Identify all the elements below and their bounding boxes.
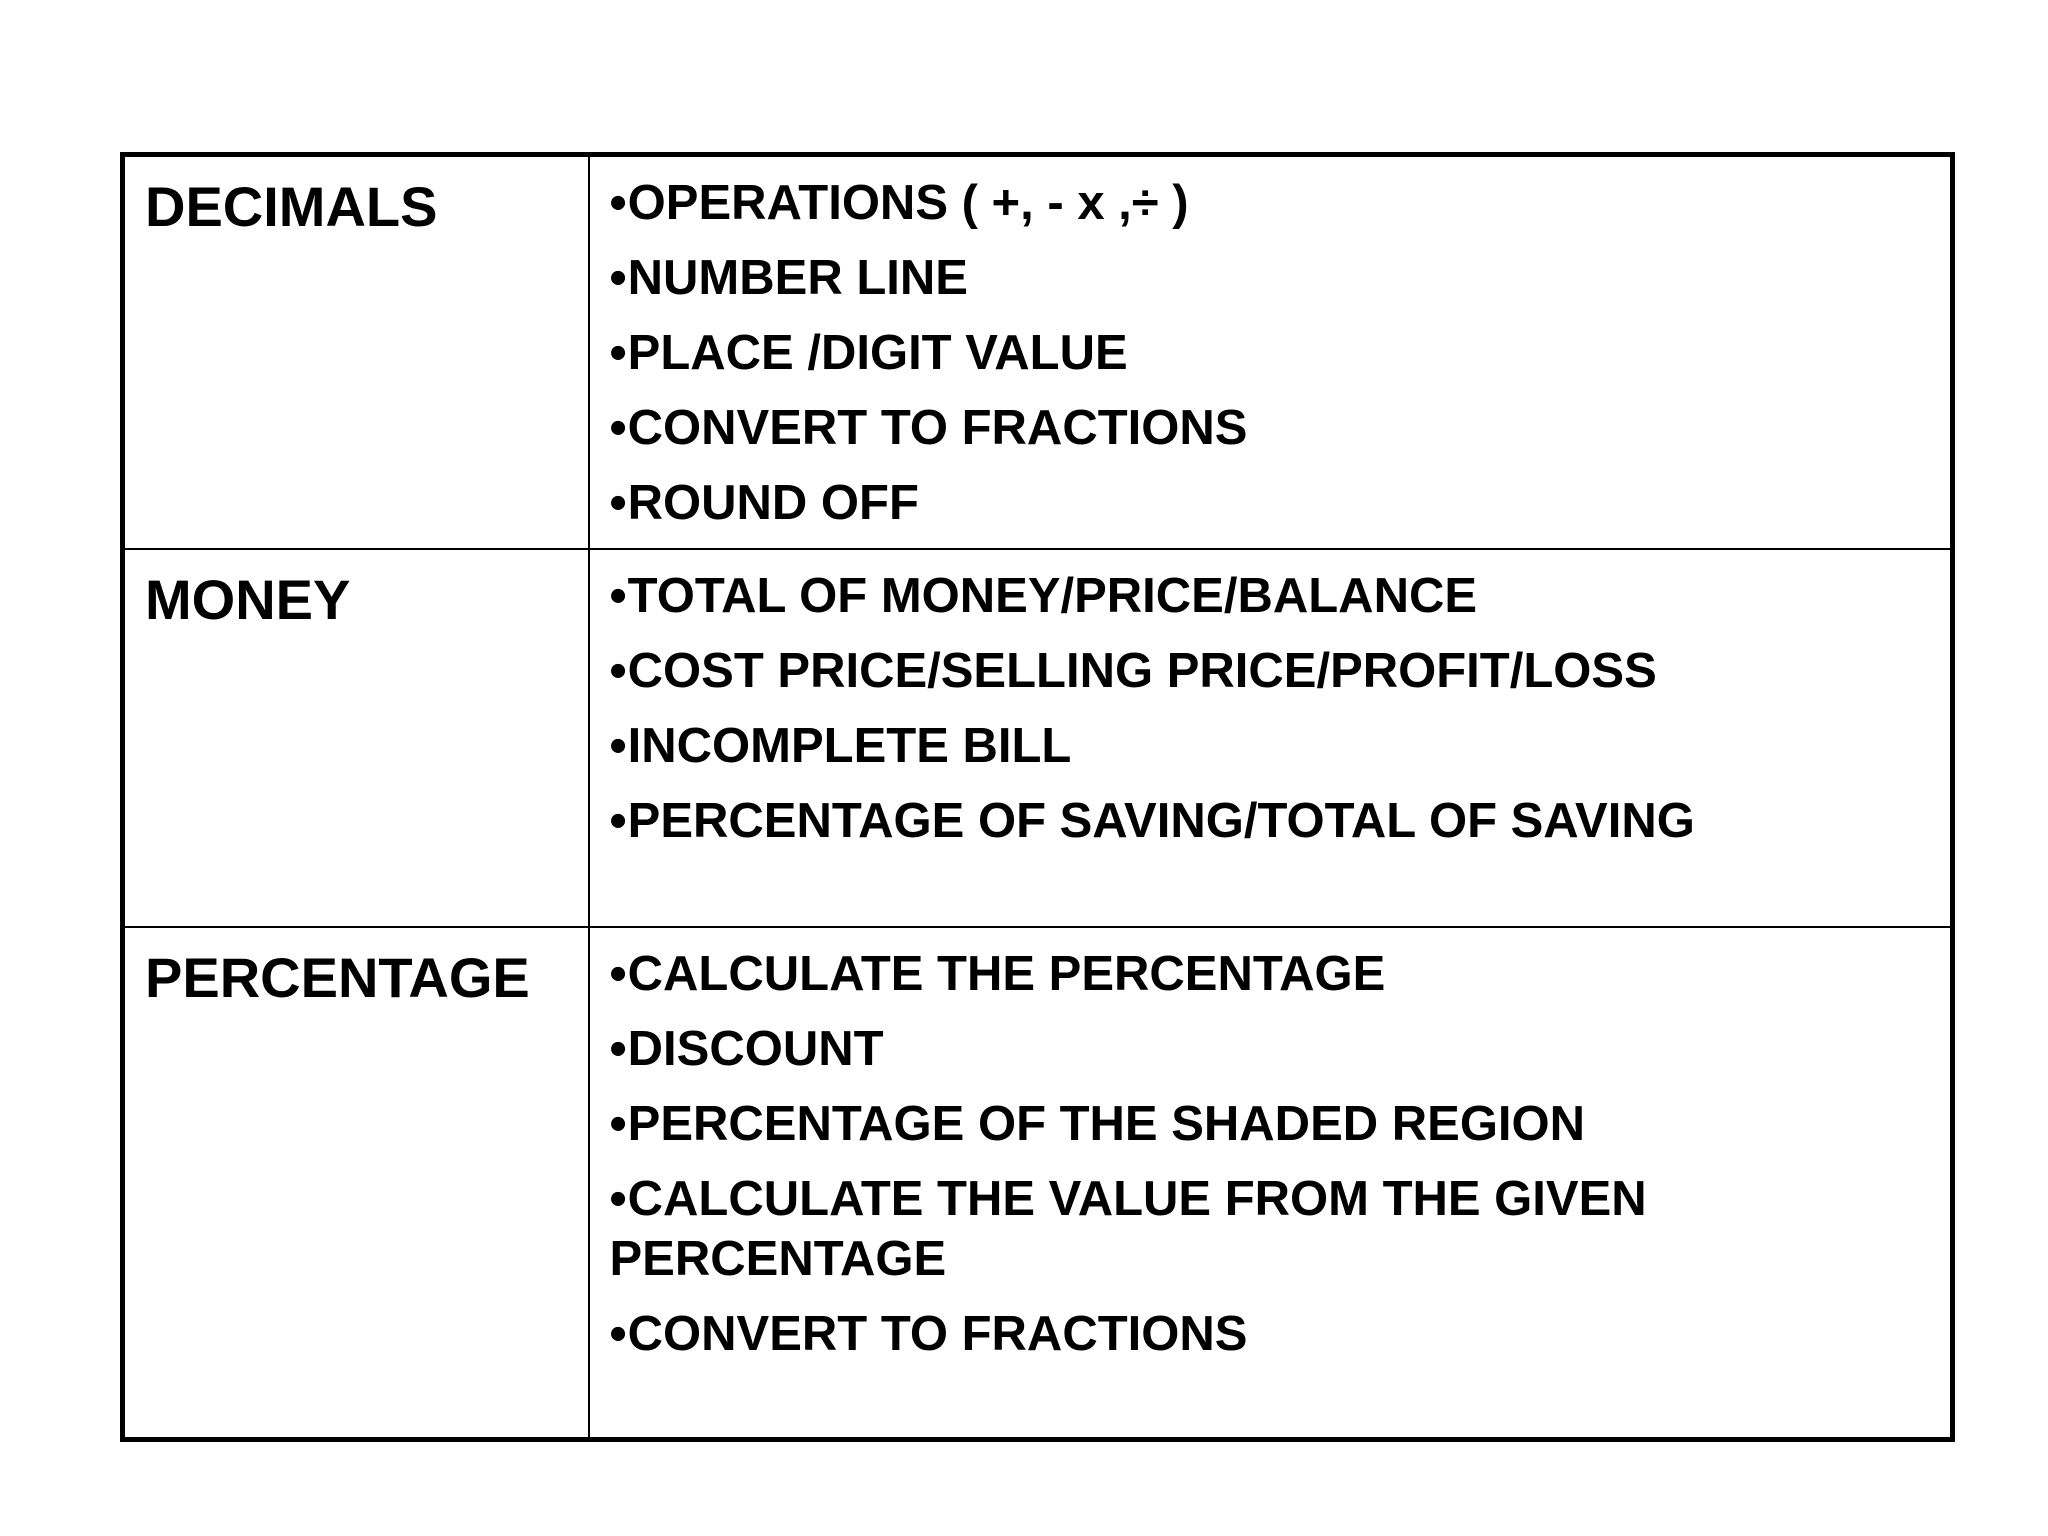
topic-cell: MONEY: [123, 549, 589, 927]
items-cell: [589, 549, 1953, 927]
table-row-percentage: [123, 927, 1953, 1439]
table-row-decimals: [123, 155, 1953, 550]
list-item: •CONVERT TO FRACTIONS: [609, 1307, 1248, 1361]
list-item: •CONVERT TO FRACTIONS: [609, 401, 1248, 455]
list-item: •TOTAL OF MONEY/PRICE/BALANCE: [609, 569, 1478, 623]
topic-cell: DECIMALS: [123, 155, 589, 550]
items-cell: [589, 927, 1953, 1439]
list-item: •CALCULATE THE VALUE FROM THE GIVEN PERCENTAGE: [609, 1172, 1647, 1286]
table-row-money: [123, 549, 1953, 927]
list-item: •PERCENTAGE OF SAVING/TOTAL OF SAVING: [609, 794, 1695, 848]
topics-table: [120, 152, 1955, 1442]
list-item: •PLACE /DIGIT VALUE: [609, 326, 1128, 380]
list-item: •OPERATIONS ( +, - x ,÷ ): [609, 176, 1189, 230]
list-item: •COST PRICE/SELLING PRICE/PROFIT/LOSS: [609, 644, 1657, 698]
topic-cell: PERCENTAGE: [123, 927, 589, 1439]
list-item: •PERCENTAGE OF THE SHADED REGION: [609, 1097, 1586, 1151]
list-item: •CALCULATE THE PERCENTAGE: [609, 947, 1386, 1001]
list-item: •ROUND OFF: [609, 476, 919, 530]
list-item: •NUMBER LINE: [609, 251, 968, 305]
list-item: •DISCOUNT: [609, 1022, 884, 1076]
list-item: •INCOMPLETE BILL: [609, 719, 1072, 773]
items-cell: [589, 155, 1953, 550]
